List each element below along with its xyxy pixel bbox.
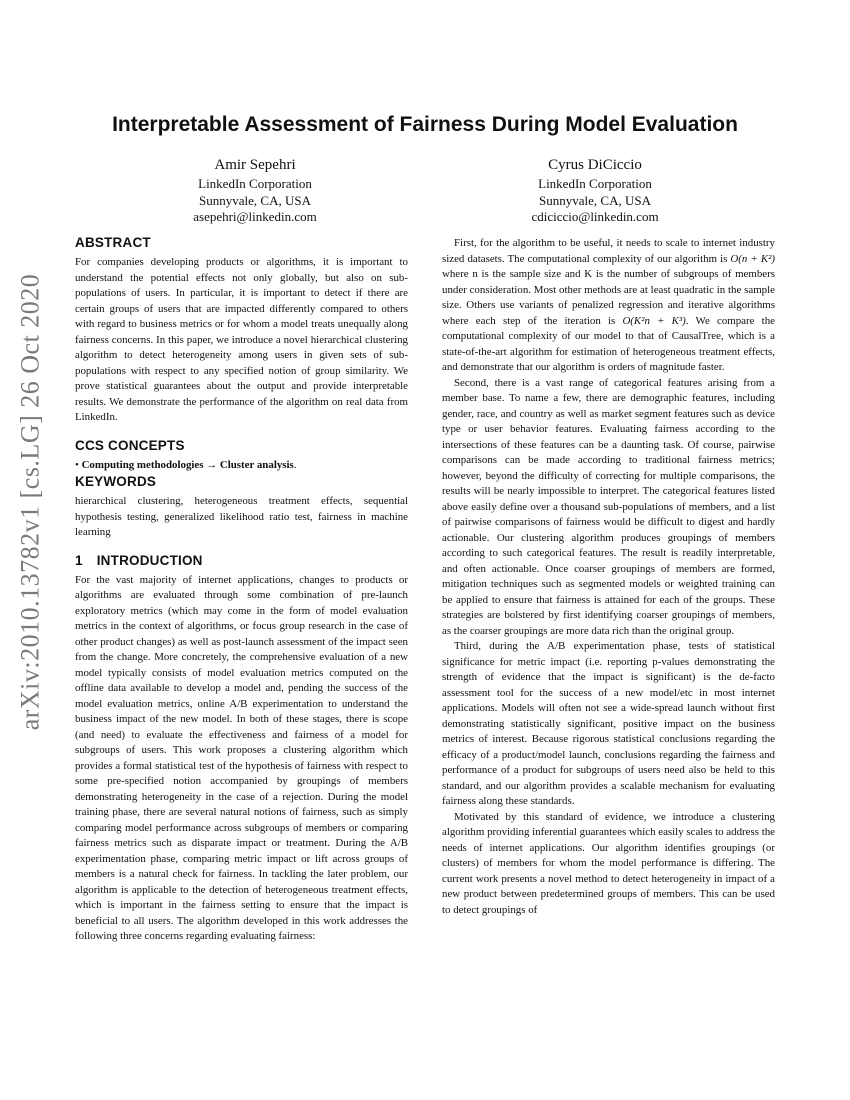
text-run: First, for the algorithm to be useful, it needs to scale to internet industry sized datasets. The computational complexity of our algorithm is (442, 237, 775, 265)
ccs-concept-1: Computing methodologies (81, 458, 204, 471)
ccs-concepts-heading: CCS CONCEPTS (75, 437, 185, 453)
paragraph-motivation: Motivated by this standard of evidence, we introduce a clustering algorithm providing inferential guarantees which easily scales to address the needs of internet applications. Our algorithm identifies groupings (or clusters) of members for whom the model performance is differing. The current work presents a novel method to detect heterogeneity in impact of a new product between predetermined groups of members. This can be used to detect groupings of (442, 810, 775, 916)
author-location: Sunnyvale, CA, USA (539, 192, 651, 208)
keywords-heading: KEYWORDS (75, 474, 157, 489)
introduction-heading (75, 552, 408, 569)
left-column (75, 234, 408, 945)
author-location: Sunnyvale, CA, USA (199, 192, 311, 208)
abstract-heading: ABSTRACT (75, 235, 151, 250)
ccs-arrow: → (206, 458, 218, 471)
author-name: Cyrus DiCiccio (548, 157, 642, 173)
keywords-text: hierarchical clustering, heterogeneous treatment effects, sequential hypothesis testing, generalized likelihood ratio test, fairness in machine learning (75, 495, 408, 538)
author-email: cdiciccio@linkedin.com (531, 209, 659, 224)
author-block-1 (105, 156, 405, 226)
introduction-paragraph: For the vast majority of internet applications, changes to products or algorithms are evaluated through some combination of pre-launch exploratory metrics (which may come in the form of model evaluation metrics in the context of algorithms, or focus group research in the case of other product changes) as well as post-launch assessment of the impact seen from the change. More concretely, the comprehensive evaluation of a new model typically consists of model evaluation metrics computed on the offline data available to develop a model and, pending the success of the model evaluation metrics, online A/B experimentation to understand the business impact of the new model. In both of these stages, there is scope (and need) to evaluate the effectiveness and fairness of a model for subgroups of users. This work proposes a clustering algorithm which provides a formal statistical test of the hypothesis of fairness with respect to some pre-specified notion accompanied by groupings of members demonstrating heterogeneity in the case of a rejection. During the model training phase, there are several natural notions of fairness, such as simply comparing model performance across subgroups of members or comparing fairness metrics such as disparate impact or treatment. During the A/B experimentation phase, comparing metric impact or lift across groups of members is a natural check for fairness. In tackling the later problem, our algorithm is applicable to the detection of heterogeneous treatment effects, which is important in the fairness setting to ensure that the impact is beneficial to all users. The algorithm developed in this work addresses the following three concerns regarding evaluating fairness: (75, 573, 408, 942)
paragraph-ab-testing: Third, during the A/B experimentation phase, tests of statistical significance for metric impact (i.e. reporting p-values demonstrating the strength of evidence that the impact is significant) is the de-facto assessment tool for the success of a new model/etc in most internet applications. Models will often not see a wide-spread launch without first demonstrating statistically significant, positive impact on the business metrics of interest. Because rigorous statistical conclusions regarding the efficacy of a product/model launch, conclusions regarding the fairness and performance of a product for subgroups of users need also be held to this standard, and our algorithm provides a scalable mechanism for evaluating fairness along these standards. (442, 640, 775, 807)
author-affiliation: LinkedIn Corporation (198, 176, 312, 191)
author-email: asepehri@linkedin.com (193, 209, 317, 224)
complexity-formula-1: O(n + K²) (730, 252, 775, 265)
text-run: where n is the sample size and K is the number of subgroups of members under consideration. Most other methods are at least quadratic in the sample size. Others use variants of penalized regression and iterative algorithms where each step of the iteration is (442, 268, 775, 327)
complexity-formula-2: O(K²n + K³) (622, 314, 686, 327)
ccs-concepts-line (75, 458, 408, 474)
author-name: Amir Sepehri (214, 157, 296, 173)
ccs-concept-2: Cluster analysis (219, 458, 294, 471)
paper-title: Interpretable Assessment of Fairness During Model Evaluation (112, 113, 738, 136)
section-number: 1 (75, 552, 83, 568)
ccs-bullet: • (75, 458, 79, 471)
arxiv-identifier-stamp (6, 273, 54, 731)
right-column (442, 236, 775, 918)
paragraph-scalability (442, 236, 775, 376)
section-title: INTRODUCTION (96, 552, 203, 568)
arxiv-identifier-text: arXiv:2010.13782v1 [cs.LG] 26 Oct 2020 (15, 273, 45, 731)
ccs-end: . (293, 458, 297, 471)
author-block-2 (445, 156, 745, 226)
abstract-text: For companies developing products or algorithms, it is important to understand the potential effects not only globally, but also on sub-populations of users. In particular, it is important to detect if there are certain groups of users that are impacted differently compared to others with regard to business metrics or for whom a model treats unequally along fairness concerns. In this paper, we introduce a novel hierarchical clustering algorithm to detect heterogeneity among users in given sets of sub-populations with respect to any specified notion of group similarity. We prove statistical guarantees about the output and provide interpretable results. We demonstrate the performance of the algorithm on real data from LinkedIn. (75, 256, 408, 423)
paragraph-categorical-features: Second, there is a vast range of categorical features arising from a member base. To name a few, there are demographic features, including gender, race, and country as well as market segment features such as device type or user behavior features. Evaluating fairness according to the intersections of these features can be a daunting task. Of course, pairwise comparisons can be made according to traditional fairness metrics; however, beyond the difficulty of correcting for multiple comparisons, the results will be nearly impossible to interpret. The categorical features listed above easily define over a thousand sub-populations of members, and a list of pairwise comparisons of fairness would be difficult to digest and hardly actionable. Our clustering algorithm produces groupings of members according to such categorical features. The result is readily interpretable, and often actionable. Once coarser groupings of members are formed, mitigation techniques such as segmented models or weighted training can be applied to ensure that fairness is attained for each of the groups. These strategies are bolstered by first identifying coarser groupings of members, as the coarser groupings are more data rich than the original group. (442, 376, 775, 637)
author-affiliation: LinkedIn Corporation (538, 176, 652, 191)
text-run: . We compare the computational complexity of our model to that of CausalTree, which is a state-of-the-art algorithm for estimation of heterogeneous treatment effects, and demonstrate that our algorithm is orders of magnitude faster. (442, 314, 775, 373)
